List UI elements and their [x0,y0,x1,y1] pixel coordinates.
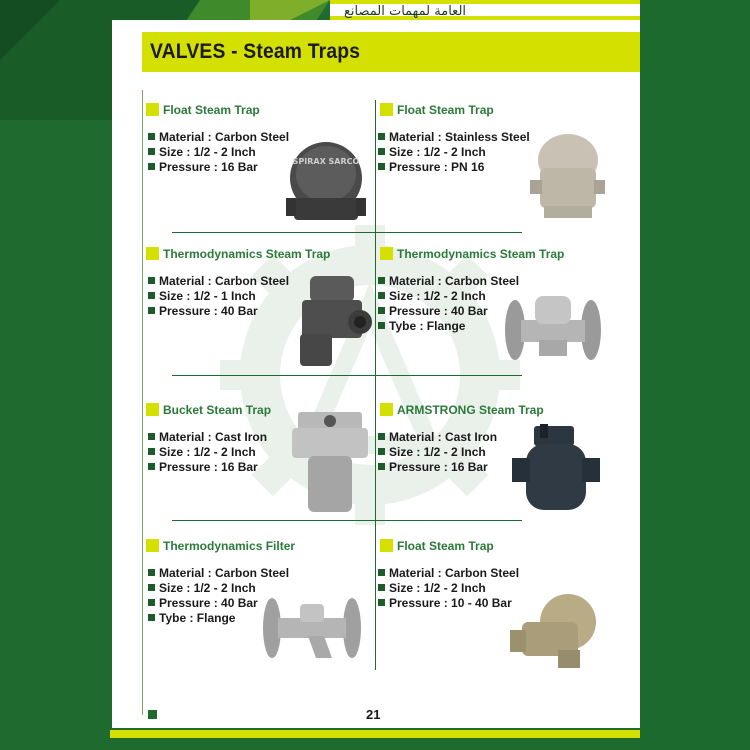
spec-line: Size : 1/2 - 1 Inch [148,289,289,304]
product-specs [378,566,519,611]
spec-line: Tybe : Flange [378,319,519,334]
product-title: Thermodynamics Steam Trap [146,247,330,261]
title-marker-icon [380,403,393,416]
product-specs [148,430,267,475]
spec-line: Material : Carbon Steel [378,274,519,289]
spec-line: Pressure : 10 - 40 Bar [378,596,519,611]
title-marker-icon [380,539,393,552]
spec-line: Material : Carbon Steel [378,566,519,581]
armstrong-steam-trap-image [512,424,602,516]
spec-line: Size : 1/2 - 2 Inch [378,581,519,596]
title-marker-icon [380,103,393,116]
thermodynamics-filter-image [262,594,362,666]
bottom-bar [110,730,640,738]
page-number: 21 [366,707,381,722]
spec-line: Material : Carbon Steel [148,566,289,581]
product-specs [378,130,530,175]
stainless-float-trap-image [530,130,605,225]
bucket-steam-trap-image [290,408,370,516]
title-marker-icon [146,539,159,552]
product-specs [378,274,519,334]
spec-line: Pressure : 16 Bar [148,460,267,475]
thermodynamic-trap-image [292,272,372,372]
row-divider [172,375,522,376]
spec-line: Size : 1/2 - 2 Inch [148,145,289,160]
spec-line: Size : 1/2 - 2 Inch [378,145,530,160]
product-specs [148,130,289,175]
center-divider [375,100,376,670]
spec-line: Material : Carbon Steel [148,130,289,145]
spec-line: Size : 1/2 - 2 Inch [148,581,289,596]
product-specs [148,274,289,319]
product-title: Thermodynamics Filter [146,539,295,553]
product-title: Bucket Steam Trap [146,403,271,417]
row-divider [172,232,522,233]
spec-line: Pressure : 40 Bar [148,596,289,611]
flanged-thermodynamic-trap-image [503,290,603,370]
footer-marker-icon [148,710,157,719]
spec-line: Pressure : PN 16 [378,160,530,175]
title-marker-icon [380,247,393,260]
spec-line: Size : 1/2 - 2 Inch [378,445,497,460]
spec-line: Material : Carbon Steel [148,274,289,289]
spec-line: Material : Cast Iron [148,430,267,445]
title-marker-icon [146,403,159,416]
spec-line: Pressure : 16 Bar [378,460,497,475]
product-title: Float Steam Trap [146,103,260,117]
product-specs [378,430,497,475]
spec-line: Material : Stainless Steel [378,130,530,145]
title-marker-icon [146,103,159,116]
spec-line: Size : 1/2 - 2 Inch [378,289,519,304]
spec-line: Pressure : 40 Bar [378,304,519,319]
product-title: Float Steam Trap [380,103,494,117]
spec-line: Pressure : 16 Bar [148,160,289,175]
spec-line: Size : 1/2 - 2 Inch [148,445,267,460]
float-steam-trap-image [286,136,366,228]
company-arabic-name: العامة لمهمات المصانع [343,4,467,19]
row-divider [172,520,522,521]
spec-line: Pressure : 40 Bar [148,304,289,319]
product-title: ARMSTRONG Steam Trap [380,403,544,417]
spec-line: Material : Cast Iron [378,430,497,445]
brand-text: SPIRAX SARCO [292,157,360,166]
spec-line: Tybe : Flange [148,611,289,626]
page-title: VALVES - Steam Traps [150,40,361,63]
left-divider [142,90,143,715]
product-title: Float Steam Trap [380,539,494,553]
product-title: Thermodynamics Steam Trap [380,247,564,261]
float-steam-trap-image [508,592,600,672]
title-marker-icon [146,247,159,260]
